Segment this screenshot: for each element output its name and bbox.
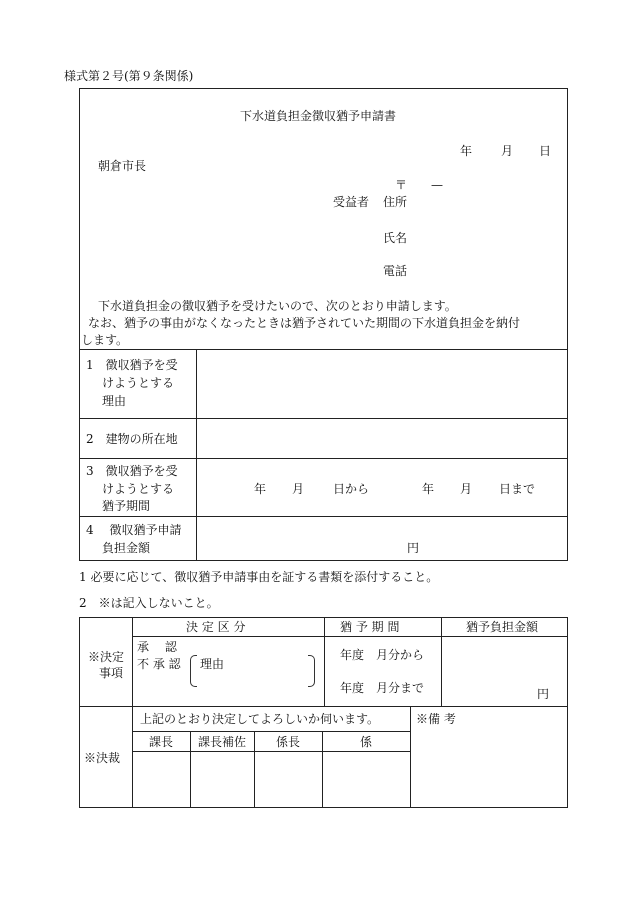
item3-from-day: 日から xyxy=(333,482,370,496)
item4-unit: 円 xyxy=(407,541,420,555)
divider xyxy=(79,458,568,459)
decision-row-label-1: ※決定 xyxy=(88,650,125,664)
divider xyxy=(132,731,410,732)
approval-row-label: ※決裁 xyxy=(84,751,121,765)
item4-label-line2: 負担金額 xyxy=(102,541,151,555)
reason-bracket-left xyxy=(190,655,197,687)
disapprove-option: 不 承 認 xyxy=(137,657,181,671)
amount-unit: 円 xyxy=(537,687,550,701)
document-title: 下水道負担金徴収猶予申請書 xyxy=(240,109,397,123)
body-line-3: します。 xyxy=(81,333,129,347)
item1-label-line1: 1 徴収猶予を受 xyxy=(86,358,178,372)
item3-to-month: 月 xyxy=(460,482,473,496)
date-year: 年 xyxy=(460,144,473,158)
period-to: 年度 月分まで xyxy=(340,681,425,695)
divider xyxy=(441,617,442,706)
divider xyxy=(79,418,568,419)
divider xyxy=(79,349,568,350)
divider xyxy=(410,706,411,808)
item3-label-line1: 3 徴収猶予を受 xyxy=(86,464,178,478)
divider xyxy=(196,349,197,561)
address-label: 住所 xyxy=(383,195,408,209)
note-2: 2 ※は記入しないこと。 xyxy=(79,596,219,610)
divider xyxy=(79,706,568,707)
divider xyxy=(132,636,568,637)
approval-request: 上記のとおり決定してよろしいか伺います。 xyxy=(140,712,380,726)
item3-from-month: 月 xyxy=(292,482,305,496)
divider xyxy=(132,617,133,808)
item2-label: 2 建物の所在地 xyxy=(86,432,178,446)
role-kacho: 課長 xyxy=(148,735,173,749)
item1-label-line3: 理由 xyxy=(102,394,127,408)
header-period: 猶 予 期 間 xyxy=(340,620,400,634)
note-1: 1 必要に応じて、徴収猶予申請事由を証する書類を添付すること。 xyxy=(79,570,439,584)
body-line-2: なお、猶予の事由がなくなったときは猶予されていた期間の下水道負担金を納付 xyxy=(88,316,521,330)
item3-label-line3: 猶予期間 xyxy=(102,499,151,513)
divider xyxy=(324,617,325,706)
item4-label-line1: 4 徴収猶予申請 xyxy=(86,523,182,537)
reason-bracket-right xyxy=(308,655,315,687)
remarks-label: ※備 考 xyxy=(416,712,456,726)
item3-to-year: 年 xyxy=(422,482,435,496)
approve-option: 承 認 xyxy=(137,640,177,654)
item3-to-day: 日まで xyxy=(499,482,536,496)
reason-label: 理由 xyxy=(200,657,225,671)
postal-dash: — xyxy=(431,178,443,192)
date-month: 月 xyxy=(501,144,514,158)
header-decision-kubun: 決 定 区 分 xyxy=(186,620,246,634)
role-kakaricho: 係長 xyxy=(275,735,300,749)
name-label: 氏名 xyxy=(383,231,408,245)
applicant-role: 受益者 xyxy=(333,195,370,209)
form-label: 様式第２号(第９条関係) xyxy=(64,69,194,83)
decision-row-label-2: 事項 xyxy=(99,666,124,680)
item3-label-line2: けようとする xyxy=(102,482,175,496)
postal-mark: 〒 xyxy=(395,178,408,192)
date-day: 日 xyxy=(539,144,552,158)
period-from: 年度 月分から xyxy=(340,648,425,662)
phone-label: 電話 xyxy=(383,264,408,278)
role-kacho-hosa: 課長補佐 xyxy=(197,735,246,749)
body-line-1: 下水道負担金の徴収猶予を受けたいので、次のとおり申請します。 xyxy=(98,299,457,313)
item1-label-line2: けようとする xyxy=(102,376,175,390)
divider xyxy=(79,516,568,517)
item3-from-year: 年 xyxy=(254,482,267,496)
role-kakari: 係 xyxy=(359,735,372,749)
divider xyxy=(132,751,410,752)
header-amount: 猶予負担金額 xyxy=(466,620,539,634)
addressee: 朝倉市長 xyxy=(98,159,147,173)
